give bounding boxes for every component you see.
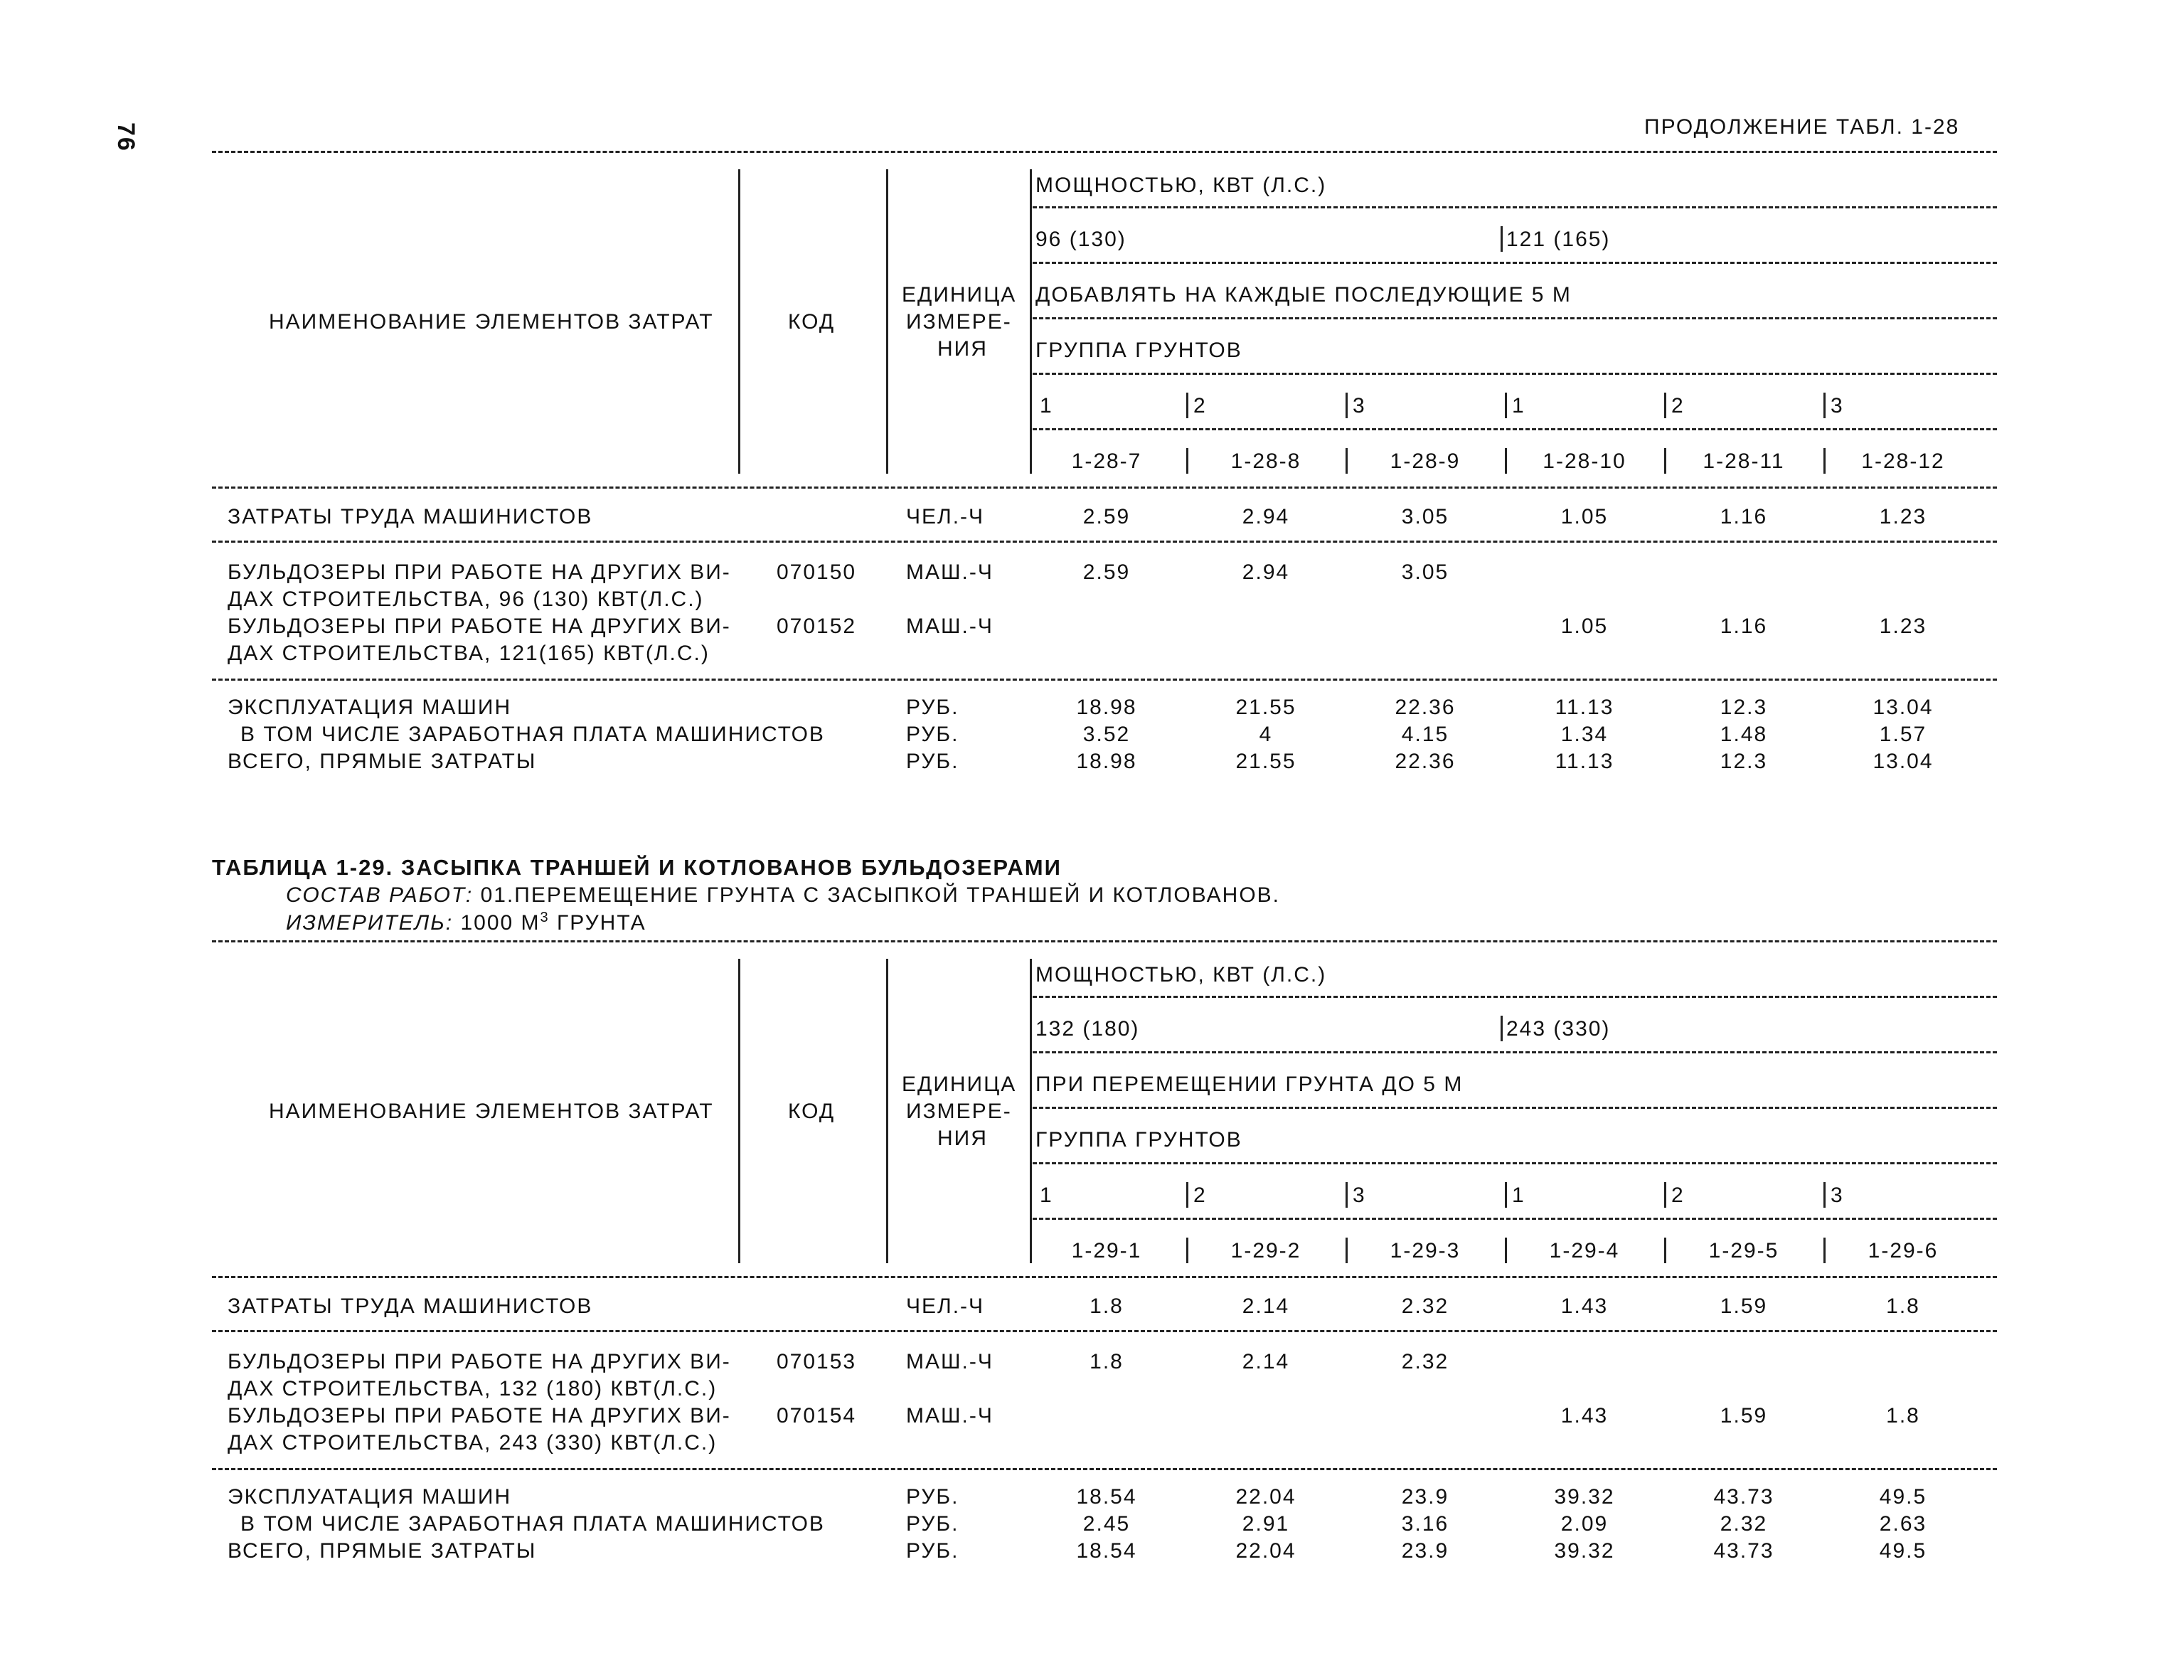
rate-code-6: 1-29-6 [1868,1239,1939,1262]
direct-cost-total-label: ВСЕГО, ПРЯМЫЕ ЗАТРАТЫ [228,1539,537,1563]
machine-2-line1: БУЛЬДОЗЕРЫ ПРИ РАБОТЕ НА ДРУГИХ ВИ- [228,1404,731,1428]
soil-group-6: 3 [1831,394,1844,418]
header-condition: ПРИ ПЕРЕМЕЩЕНИИ ГРУНТА ДО 5 М [1035,1073,1464,1096]
soil-group-4: 1 [1512,1184,1525,1207]
wage-value-6: 1.57 [1879,723,1927,746]
wage-value-3: 4.15 [1401,723,1449,746]
header-unit-line3: НИЯ [937,337,988,361]
total-value-6: 13.04 [1873,750,1934,773]
labor-value-2: 2.14 [1242,1294,1290,1318]
op-value-4: 39.32 [1554,1485,1615,1509]
labor-value-4: 1.43 [1560,1294,1609,1318]
total-value-1: 18.98 [1076,750,1137,773]
rate-code-5: 1-29-5 [1708,1239,1779,1262]
labor-cost-label: ЗАТРАТЫ ТРУДА МАШИНИСТОВ [228,505,593,528]
op-value-1: 18.54 [1076,1485,1137,1509]
total-value-2: 22.04 [1235,1539,1296,1563]
labor-value-5: 1.59 [1720,1294,1768,1318]
wage-value-4: 1.34 [1560,723,1609,746]
wage-value-1: 3.52 [1082,723,1131,746]
header-name-column: НАИМЕНОВАНИЕ ЭЛЕМЕНТОВ ЗАТРАТ [269,310,714,334]
header-soil-group: ГРУППА ГРУНТОВ [1035,339,1242,362]
measure-unit-value: 1000 М [460,911,540,935]
header-code-column: КОД [788,310,836,334]
work-composition-label: СОСТАВ РАБОТ: [286,883,474,907]
header-power-a: 96 (130) [1035,228,1126,251]
rate-code-2: 1-28-8 [1230,450,1301,473]
op-value-6: 13.04 [1873,696,1934,719]
machine-2-code: 070152 [777,615,857,638]
header-code-column: КОД [788,1100,836,1123]
total-value-4: 39.32 [1554,1539,1615,1563]
labor-value-4: 1.05 [1560,505,1609,528]
m2-value-4: 1.05 [1560,615,1609,638]
labor-value-3: 2.32 [1401,1294,1449,1318]
total-value-6: 49.5 [1879,1539,1927,1563]
soil-group-5: 2 [1671,1184,1685,1207]
total-value-3: 23.9 [1401,1539,1449,1563]
header-unit-line1: ЕДИНИЦА [902,1073,1017,1096]
operator-wage-label: В ТОМ ЧИСЛЕ ЗАРАБОТНАЯ ПЛАТА МАШИНИСТОВ [240,723,825,746]
machine-2-line2: ДАХ СТРОИТЕЛЬСТВА, 243 (330) КВТ(Л.С.) [228,1431,718,1455]
m1-value-3: 2.32 [1401,1350,1449,1373]
operator-wage-label: В ТОМ ЧИСЛЕ ЗАРАБОТНАЯ ПЛАТА МАШИНИСТОВ [240,1512,825,1536]
machine-1-unit: МАШ.-Ч [906,560,994,584]
labor-value-1: 2.59 [1082,505,1131,528]
machine-1-unit: МАШ.-Ч [906,1350,994,1373]
op-value-6: 49.5 [1879,1485,1927,1509]
labor-value-3: 3.05 [1401,505,1449,528]
continuation-label: ПРОДОЛЖЕНИЕ ТАБЛ. 1-28 [1644,115,1960,139]
total-value-2: 21.55 [1235,750,1296,773]
header-unit-line2: ИЗМЕРЕ- [906,310,1012,334]
labor-value-6: 1.23 [1879,505,1927,528]
m2-value-4: 1.43 [1560,1404,1609,1428]
direct-cost-total-unit: РУБ. [906,1539,959,1563]
m1-value-1: 2.59 [1082,560,1131,584]
op-value-2: 21.55 [1235,696,1296,719]
m2-value-5: 1.59 [1720,1404,1768,1428]
operator-wage-unit: РУБ. [906,723,959,746]
wage-value-6: 2.63 [1879,1512,1927,1536]
rate-code-3: 1-28-9 [1390,450,1461,473]
soil-group-6: 3 [1831,1184,1844,1207]
labor-cost-unit: ЧЕЛ.-Ч [906,1294,985,1318]
rate-code-4: 1-29-4 [1549,1239,1620,1262]
op-value-5: 43.73 [1713,1485,1774,1509]
rate-code-2: 1-29-2 [1230,1239,1301,1262]
labor-value-6: 1.8 [1886,1294,1920,1318]
header-unit-line1: ЕДИНИЦА [902,283,1017,307]
wage-value-2: 2.91 [1242,1512,1290,1536]
wage-value-3: 3.16 [1401,1512,1449,1536]
soil-group-1: 1 [1040,394,1053,418]
wage-value-5: 1.48 [1720,723,1768,746]
direct-cost-total-label: ВСЕГО, ПРЯМЫЕ ЗАТРАТЫ [228,750,537,773]
m1-value-2: 2.94 [1242,560,1290,584]
rate-code-4: 1-28-10 [1543,450,1626,473]
m2-value-6: 1.23 [1879,615,1927,638]
m2-value-5: 1.16 [1720,615,1768,638]
wage-value-4: 2.09 [1560,1512,1609,1536]
labor-cost-unit: ЧЕЛ.-Ч [906,505,985,528]
machine-2-line2: ДАХ СТРОИТЕЛЬСТВА, 121(165) КВТ(Л.С.) [228,642,710,665]
op-value-2: 22.04 [1235,1485,1296,1509]
total-value-3: 22.36 [1395,750,1456,773]
m1-value-1: 1.8 [1090,1350,1124,1373]
machine-2-line1: БУЛЬДОЗЕРЫ ПРИ РАБОТЕ НА ДРУГИХ ВИ- [228,615,731,638]
machine-operation-unit: РУБ. [906,696,959,719]
op-value-4: 11.13 [1555,696,1614,719]
page-number: 76 [112,122,139,152]
total-value-5: 43.73 [1713,1539,1774,1563]
m2-value-6: 1.8 [1886,1404,1920,1428]
machine-operation-label: ЭКСПЛУАТАЦИЯ МАШИН [228,696,512,719]
labor-value-1: 1.8 [1090,1294,1124,1318]
m1-value-2: 2.14 [1242,1350,1290,1373]
direct-cost-total-unit: РУБ. [906,750,959,773]
total-value-1: 18.54 [1076,1539,1137,1563]
rate-code-1: 1-28-7 [1071,450,1142,473]
machine-2-unit: МАШ.-Ч [906,615,994,638]
header-power-b: 121 (165) [1506,228,1611,251]
measure-unit-suffix: ГРУНТА [557,911,646,935]
op-value-5: 12.3 [1720,696,1768,719]
op-value-3: 22.36 [1395,696,1456,719]
machine-operation-unit: РУБ. [906,1485,959,1509]
rate-code-6: 1-28-12 [1861,450,1945,473]
machine-1-code: 070150 [777,560,857,584]
soil-group-3: 3 [1353,394,1366,418]
header-name-column: НАИМЕНОВАНИЕ ЭЛЕМЕНТОВ ЗАТРАТ [269,1100,714,1123]
total-value-4: 11.13 [1555,750,1614,773]
labor-value-2: 2.94 [1242,505,1290,528]
header-soil-group: ГРУППА ГРУНТОВ [1035,1128,1242,1152]
measure-unit-label: ИЗМЕРИТЕЛЬ: [286,911,454,935]
header-unit-line2: ИЗМЕРЕ- [906,1100,1012,1123]
soil-group-5: 2 [1671,394,1685,418]
header-power: МОЩНОСТЬЮ, КВТ (Л.С.) [1035,963,1327,987]
wage-value-5: 2.32 [1720,1512,1768,1536]
rate-code-1: 1-29-1 [1071,1239,1142,1262]
machine-2-code: 070154 [777,1404,857,1428]
machine-1-code: 070153 [777,1350,857,1373]
labor-cost-label: ЗАТРАТЫ ТРУДА МАШИНИСТОВ [228,1294,593,1318]
soil-group-3: 3 [1353,1184,1366,1207]
table-1-28 [0,0,2184,790]
soil-group-4: 1 [1512,394,1525,418]
measure-unit-exponent: 3 [540,910,550,925]
header-condition: ДОБАВЛЯТЬ НА КАЖДЫЕ ПОСЛЕДУЮЩИЕ 5 М [1035,283,1572,307]
op-value-1: 18.98 [1076,696,1137,719]
soil-group-2: 2 [1193,1184,1207,1207]
machine-operation-label: ЭКСПЛУАТАЦИЯ МАШИН [228,1485,512,1509]
machine-1-line2: ДАХ СТРОИТЕЛЬСТВА, 132 (180) КВТ(Л.С.) [228,1377,718,1400]
header-power: МОЩНОСТЬЮ, КВТ (Л.С.) [1035,174,1327,197]
wage-value-2: 4 [1259,723,1273,746]
rate-code-3: 1-29-3 [1390,1239,1461,1262]
work-composition-text: 01.ПЕРЕМЕЩЕНИЕ ГРУНТА С ЗАСЫПКОЙ ТРАНШЕЙ И КОТЛОВАНОВ. [480,883,1281,907]
m1-value-3: 3.05 [1401,560,1449,584]
header-power-b: 243 (330) [1506,1017,1611,1041]
total-value-5: 12.3 [1720,750,1768,773]
machine-1-line2: ДАХ СТРОИТЕЛЬСТВА, 96 (130) КВТ(Л.С.) [228,588,704,611]
operator-wage-unit: РУБ. [906,1512,959,1536]
op-value-3: 23.9 [1401,1485,1449,1509]
machine-1-line1: БУЛЬДОЗЕРЫ ПРИ РАБОТЕ НА ДРУГИХ ВИ- [228,560,731,584]
soil-group-1: 1 [1040,1184,1053,1207]
header-unit-line3: НИЯ [937,1127,988,1150]
table-1-29-title: ТАБЛИЦА 1-29. ЗАСЫПКА ТРАНШЕЙ И КОТЛОВАНОВ БУЛЬДОЗЕРАМИ [212,855,1062,880]
rate-code-5: 1-28-11 [1703,450,1785,473]
machine-1-line1: БУЛЬДОЗЕРЫ ПРИ РАБОТЕ НА ДРУГИХ ВИ- [228,1350,731,1373]
machine-2-unit: МАШ.-Ч [906,1404,994,1428]
header-power-a: 132 (180) [1035,1017,1140,1041]
labor-value-5: 1.16 [1720,505,1768,528]
soil-group-2: 2 [1193,394,1207,418]
wage-value-1: 2.45 [1082,1512,1131,1536]
table-1-29 [0,790,2184,1579]
